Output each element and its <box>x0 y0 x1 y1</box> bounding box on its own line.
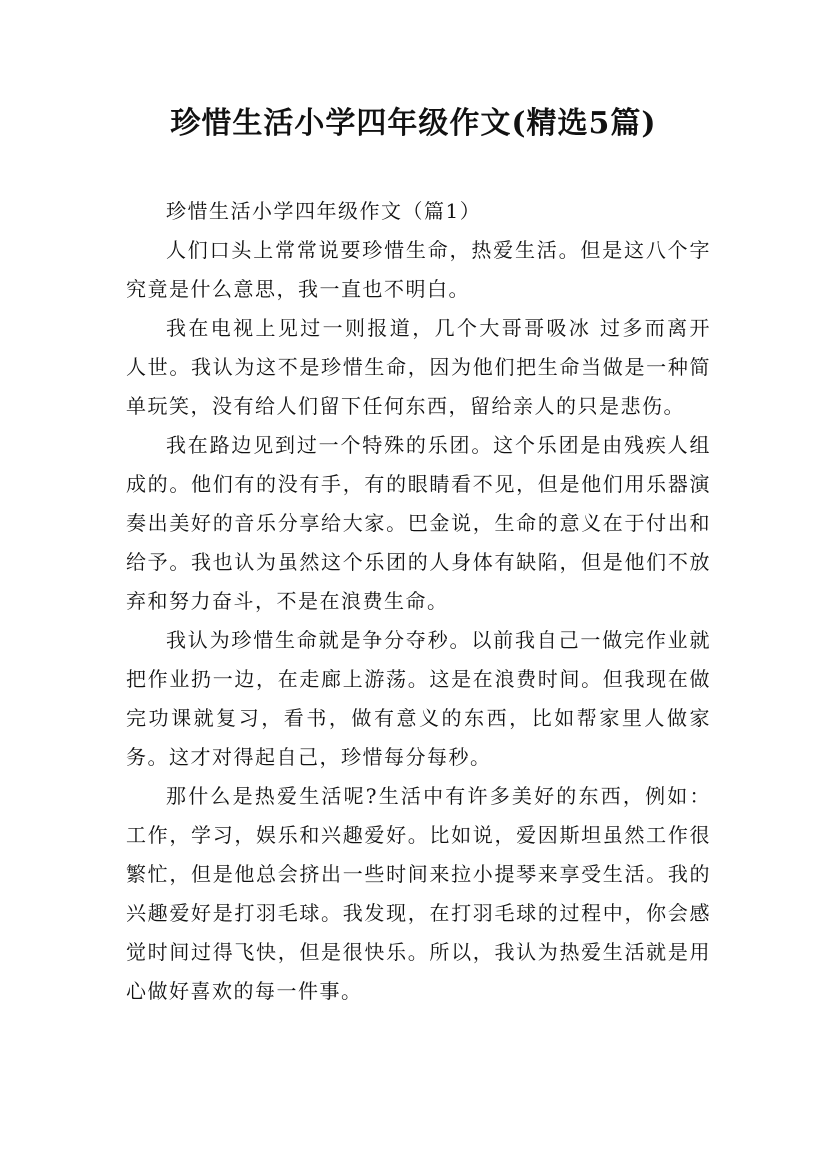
paragraph: 我在电视上见过一则报道，几个大哥哥吸冰 过多而离开人世。我认为这不是珍惜生命，因为他们把生命当做是一种简单玩笑，没有给人们留下任何东西，留给亲人的只是悲伤。 <box>126 316 711 418</box>
paragraph: 那什么是热爱生活呢?生活中有许多美好的东西，例如：工作，学习，娱乐和兴趣爱好。比如说，爱因斯坦虽然工作很繁忙，但是他总会挤出一些时间来拉小提琴来享受生活。我的兴趣爱好是打羽毛球。我发现，在打羽毛球的过程中，你会感觉时间过得飞快，但是很快乐。所以，我认为热爱生活就是用心做好喜欢的每一件事。 <box>126 784 711 1003</box>
paragraph: 人们口头上常常说要珍惜生命，热爱生活。但是这八个字究竟是什么意思，我一直也不明白。 <box>126 238 711 301</box>
section-heading: 珍惜生活小学四年级作文（篇1） <box>166 199 482 223</box>
document-body <box>126 192 711 1011</box>
paragraph: 我在路边见到过一个特殊的乐团。这个乐团是由残疾人组成的。他们有的没有手，有的眼睛看不见，但是他们用乐器演奏出美好的音乐分享给大家。巴金说，生命的意义在于付出和给予。我也认为虽然这个乐团的人身体有缺陷，但是他们不放弃和努力奋斗，不是在浪费生命。 <box>126 433 711 613</box>
paragraph: 我认为珍惜生命就是争分夺秒。以前我自己一做完作业就把作业扔一边，在走廊上游荡。这是在浪费时间。但我现在做完功课就复习，看书，做有意义的东西，比如帮家里人做家务。这才对得起自己，珍惜每分每秒。 <box>126 628 711 769</box>
document-title: 珍惜生活小学四年级作文(精选5篇) <box>170 106 657 141</box>
